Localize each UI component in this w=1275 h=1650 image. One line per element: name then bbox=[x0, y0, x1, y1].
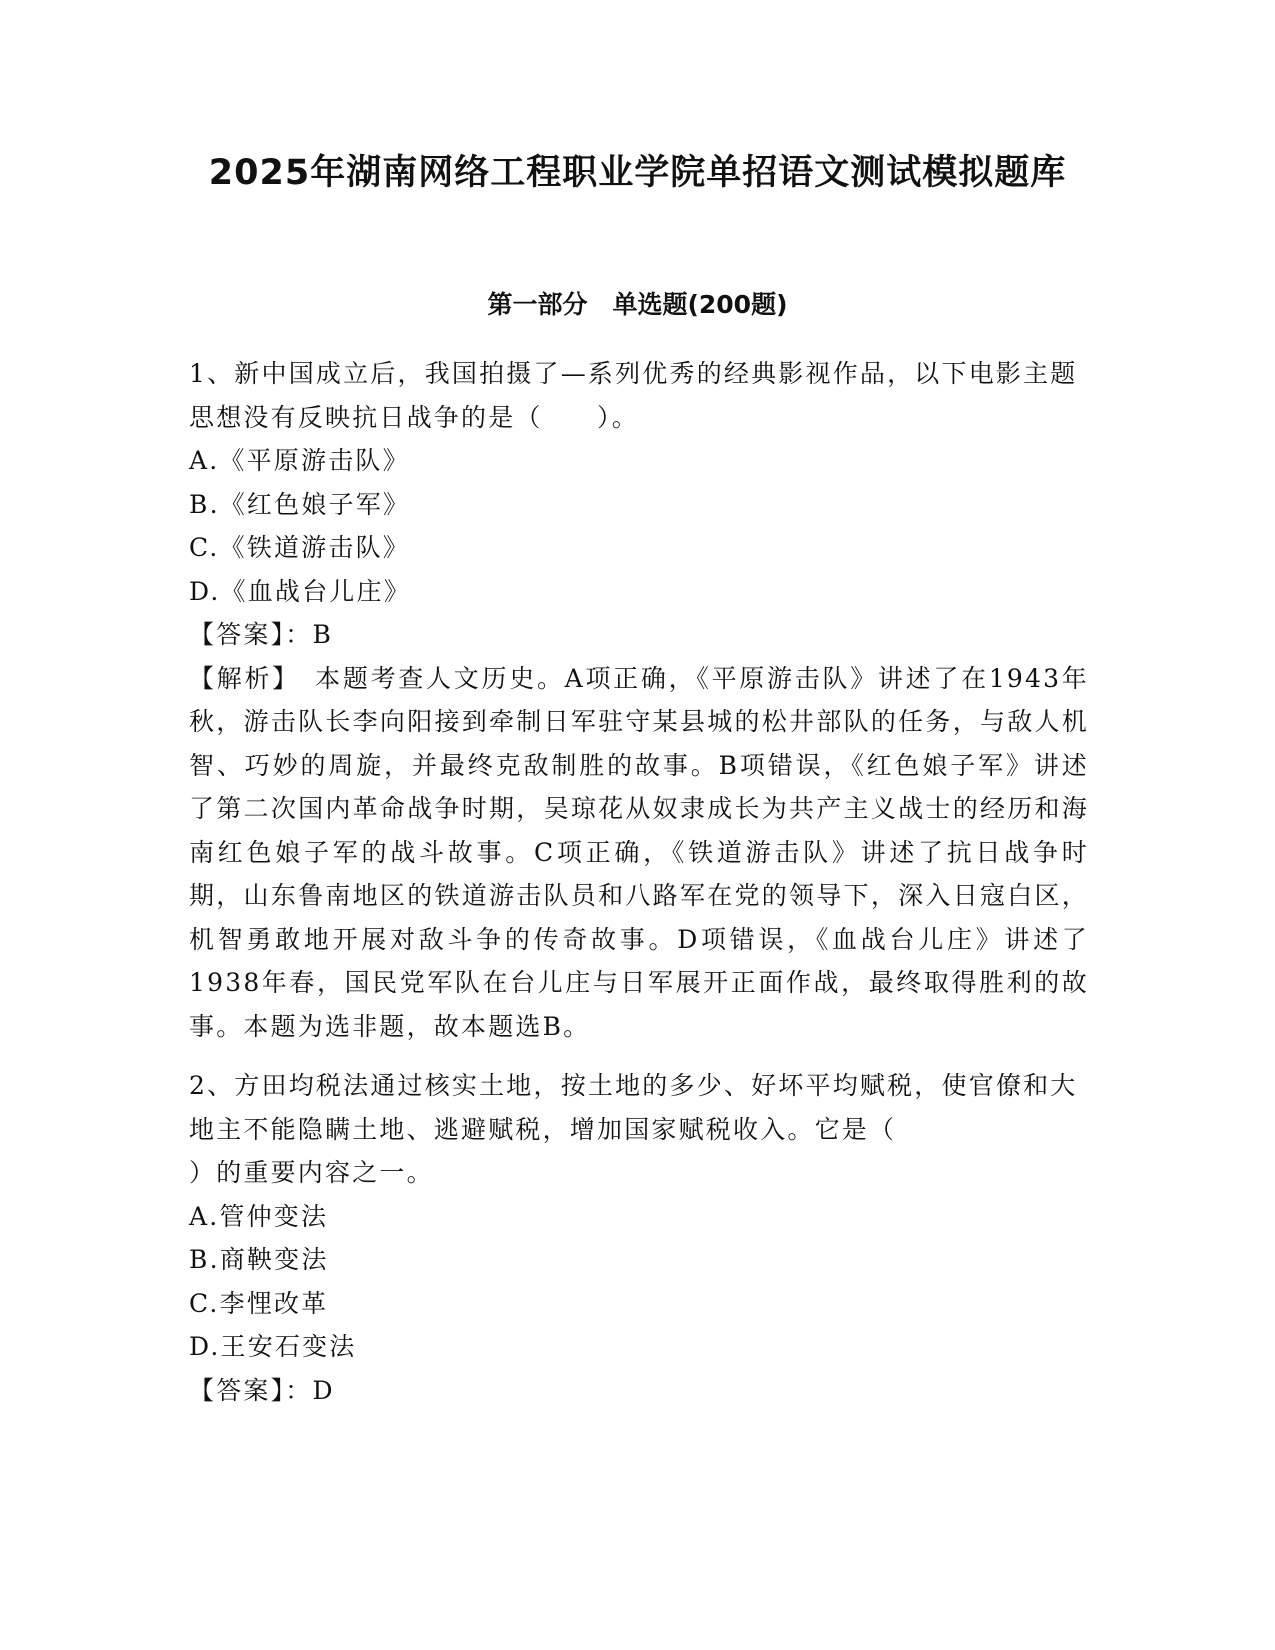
question-stem: 2、方田均税法通过核实土地，按土地的多少、好坏平均赋税，使官僚和大地主不能隐瞒土地、逃避赋税，增加国家赋税收入。它是（ ）的重要内容之一。 bbox=[189, 1071, 1078, 1187]
document-title: 2025年湖南网络工程职业学院单招语文测试模拟题库 bbox=[208, 153, 1067, 193]
answer-label: 【答案】： bbox=[189, 620, 313, 649]
option-c: C.《铁道游击队》 bbox=[189, 533, 410, 562]
option-a: A.《平原游击队》 bbox=[189, 446, 410, 475]
option-b: B.《红色娘子军》 bbox=[189, 489, 411, 519]
question-list bbox=[189, 352, 1089, 1428]
analysis-block bbox=[189, 657, 1089, 1049]
answer-line bbox=[189, 613, 1089, 657]
option-c: C.李悝改革 bbox=[189, 1288, 329, 1318]
question-2 bbox=[189, 1064, 1089, 1412]
answer-line bbox=[189, 1369, 1089, 1413]
answer-value: D bbox=[312, 1375, 335, 1405]
analysis-text: 本题考查人文历史。A项正确，《平原游击队》讲述了在1943年秋，游击队长李向阳接到牵制日军驻守某县城的松井部队的任务，与敌人机智、巧妙的周旋，并最终克敌制胜的故事。B项错误，《红色娘子军》讲述了第二次国内革命战争时期，吴琼花从奴隶成长为共产主义战士的经历和海南红色娘子军的战斗故事。C项正确，《铁道游击队》讲述了抗日战争时期，山东鲁南地区的铁道游击队员和八路军在党的领导下，深入日寇白区，机智勇敢地开展对敌斗争的传奇故事。D项错误，《血战台儿庄》讲述了1938年春，国民党军队在台儿庄与日军展开正面作战，最终取得胜利的故事。本题为选非题，故本题选B。 bbox=[189, 663, 1089, 1041]
analysis-label: 【解析】 bbox=[189, 663, 288, 693]
answer-value: B bbox=[312, 620, 334, 649]
question-1 bbox=[189, 352, 1089, 1048]
option-a: A.管仲变法 bbox=[189, 1201, 329, 1231]
question-stem: 1、新中国成立后，我国拍摄了—系列优秀的经典影视作品，以下电影主题思想没有反映抗日战争的是（ ）。 bbox=[189, 359, 1078, 432]
answer-label: 【答案】： bbox=[189, 1375, 313, 1405]
option-b: B.商鞅变法 bbox=[189, 1245, 329, 1274]
option-d: D.《血战台儿庄》 bbox=[189, 576, 411, 606]
option-d: D.王安石变法 bbox=[189, 1332, 357, 1361]
section-title: 第一部分 单选题(200题) bbox=[487, 290, 788, 319]
